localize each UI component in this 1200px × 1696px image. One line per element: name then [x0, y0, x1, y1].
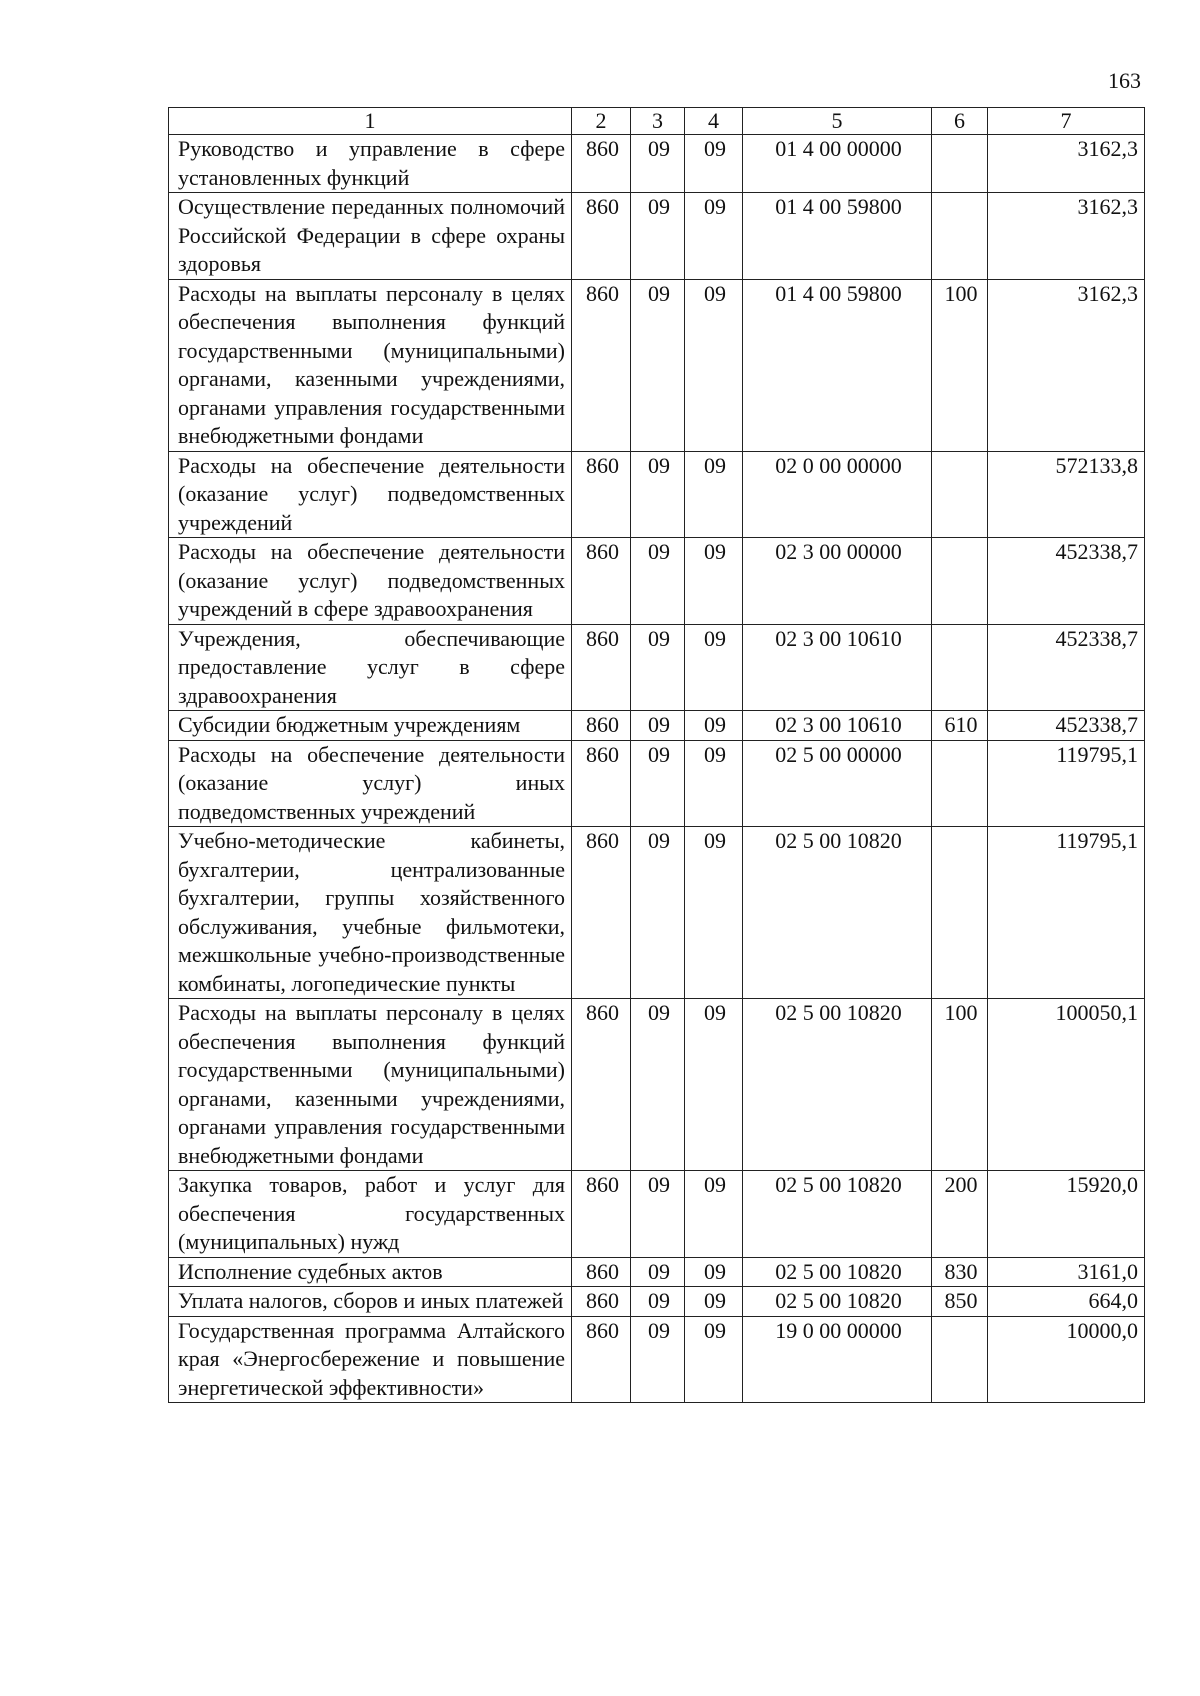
row-subsection-code: 09 — [685, 827, 743, 999]
row-ministry-code: 860 — [572, 135, 631, 193]
row-target-code: 02 3 00 00000 — [743, 538, 932, 625]
row-subsection-code: 09 — [685, 193, 743, 280]
row-ministry-code: 860 — [572, 1171, 631, 1258]
row-subsection-code: 09 — [685, 999, 743, 1171]
table-row — [169, 999, 1145, 1171]
row-amount: 100050,1 — [988, 999, 1145, 1171]
row-name: Расходы на выплаты персоналу в целях обеспечения выполнения функций государственными (муниципальными) органами, казенными учреждениями, органами управления государственными внебюджетными фондами — [169, 999, 572, 1171]
row-ministry-code: 860 — [572, 451, 631, 538]
row-target-code: 02 5 00 10820 — [743, 999, 932, 1171]
row-target-code: 02 3 00 10610 — [743, 624, 932, 711]
row-name: Закупка товаров, работ и услуг для обеспечения государственных (муниципальных) нужд — [169, 1171, 572, 1258]
row-ministry-code: 860 — [572, 1257, 631, 1287]
row-section-code: 09 — [631, 451, 685, 538]
row-section-code: 09 — [631, 711, 685, 741]
table-row — [169, 624, 1145, 711]
row-amount: 119795,1 — [988, 740, 1145, 827]
row-expense-type — [932, 624, 988, 711]
row-amount: 3162,3 — [988, 135, 1145, 193]
row-amount: 3161,0 — [988, 1257, 1145, 1287]
row-target-code: 02 5 00 10820 — [743, 1171, 932, 1258]
row-ministry-code: 860 — [572, 1316, 631, 1403]
row-target-code: 02 5 00 10820 — [743, 1287, 932, 1317]
row-section-code: 09 — [631, 1316, 685, 1403]
row-name: Руководство и управление в сфере установленных функций — [169, 135, 572, 193]
row-subsection-code: 09 — [685, 624, 743, 711]
row-ministry-code: 860 — [572, 1287, 631, 1317]
row-section-code: 09 — [631, 740, 685, 827]
row-expense-type — [932, 827, 988, 999]
row-section-code: 09 — [631, 1287, 685, 1317]
row-subsection-code: 09 — [685, 1171, 743, 1258]
table-row — [169, 740, 1145, 827]
row-name: Уплата налогов, сборов и иных платежей — [169, 1287, 572, 1317]
row-expense-type: 830 — [932, 1257, 988, 1287]
row-name: Расходы на обеспечение деятельности (оказание услуг) подведомственных учреждений — [169, 451, 572, 538]
row-section-code: 09 — [631, 193, 685, 280]
table-header-row — [169, 108, 1145, 135]
row-ministry-code: 860 — [572, 711, 631, 741]
row-subsection-code: 09 — [685, 1316, 743, 1403]
budget-table — [168, 107, 1145, 1403]
row-amount: 452338,7 — [988, 624, 1145, 711]
row-name: Расходы на обеспечение деятельности (оказание услуг) иных подведомственных учреждений — [169, 740, 572, 827]
row-name: Учреждения, обеспечивающие предоставление услуг в сфере здравоохранения — [169, 624, 572, 711]
row-amount: 664,0 — [988, 1287, 1145, 1317]
row-expense-type: 100 — [932, 999, 988, 1171]
row-subsection-code: 09 — [685, 1257, 743, 1287]
row-amount: 119795,1 — [988, 827, 1145, 999]
row-name: Исполнение судебных актов — [169, 1257, 572, 1287]
table-row — [169, 1287, 1145, 1317]
row-section-code: 09 — [631, 1257, 685, 1287]
row-subsection-code: 09 — [685, 538, 743, 625]
table-row — [169, 279, 1145, 451]
table-row — [169, 451, 1145, 538]
row-name: Расходы на обеспечение деятельности (оказание услуг) подведомственных учреждений в сфере здравоохранения — [169, 538, 572, 625]
row-subsection-code: 09 — [685, 451, 743, 538]
column-header: 3 — [631, 108, 685, 135]
row-expense-type: 200 — [932, 1171, 988, 1258]
row-amount: 3162,3 — [988, 279, 1145, 451]
row-amount: 452338,7 — [988, 711, 1145, 741]
table-row — [169, 1257, 1145, 1287]
row-expense-type: 850 — [932, 1287, 988, 1317]
row-expense-type — [932, 740, 988, 827]
row-ministry-code: 860 — [572, 624, 631, 711]
row-ministry-code: 860 — [572, 279, 631, 451]
row-target-code: 02 5 00 10820 — [743, 1257, 932, 1287]
row-target-code: 02 0 00 00000 — [743, 451, 932, 538]
table-body — [169, 135, 1145, 1403]
row-name: Расходы на выплаты персоналу в целях обеспечения выполнения функций государственными (муниципальными) органами, казенными учреждениями, органами управления государственными внебюджетными фондами — [169, 279, 572, 451]
row-amount: 15920,0 — [988, 1171, 1145, 1258]
row-target-code: 01 4 00 00000 — [743, 135, 932, 193]
row-target-code: 19 0 00 00000 — [743, 1316, 932, 1403]
row-section-code: 09 — [631, 538, 685, 625]
column-header: 6 — [932, 108, 988, 135]
row-ministry-code: 860 — [572, 999, 631, 1171]
page-number: 163 — [1108, 68, 1141, 93]
table-row — [169, 1316, 1145, 1403]
row-subsection-code: 09 — [685, 1287, 743, 1317]
table-row — [169, 135, 1145, 193]
row-name: Субсидии бюджетным учреждениям — [169, 711, 572, 741]
table-row — [169, 538, 1145, 625]
row-target-code: 02 5 00 10820 — [743, 827, 932, 999]
row-section-code: 09 — [631, 827, 685, 999]
table-row — [169, 711, 1145, 741]
row-section-code: 09 — [631, 279, 685, 451]
row-section-code: 09 — [631, 999, 685, 1171]
row-ministry-code: 860 — [572, 827, 631, 999]
row-target-code: 02 5 00 00000 — [743, 740, 932, 827]
row-amount: 452338,7 — [988, 538, 1145, 625]
row-ministry-code: 860 — [572, 740, 631, 827]
row-section-code: 09 — [631, 135, 685, 193]
row-subsection-code: 09 — [685, 711, 743, 741]
table-row — [169, 1171, 1145, 1258]
table-row — [169, 827, 1145, 999]
row-name: Учебно-методические кабинеты, бухгалтерии, централизованные бухгалтерии, группы хозяйственного обслуживания, учебные фильмотеки, межшкольные учебно-производственные комбинаты, логопедические пункты — [169, 827, 572, 999]
row-expense-type: 610 — [932, 711, 988, 741]
column-header: 5 — [743, 108, 932, 135]
row-expense-type — [932, 1316, 988, 1403]
row-expense-type — [932, 451, 988, 538]
row-expense-type — [932, 135, 988, 193]
row-name: Осуществление переданных полномочий Российской Федерации в сфере охраны здоровья — [169, 193, 572, 280]
column-header: 1 — [169, 108, 572, 135]
row-subsection-code: 09 — [685, 740, 743, 827]
row-expense-type — [932, 193, 988, 280]
column-header: 2 — [572, 108, 631, 135]
row-target-code: 01 4 00 59800 — [743, 279, 932, 451]
row-section-code: 09 — [631, 1171, 685, 1258]
row-target-code: 01 4 00 59800 — [743, 193, 932, 280]
column-header: 7 — [988, 108, 1145, 135]
row-expense-type — [932, 538, 988, 625]
row-section-code: 09 — [631, 624, 685, 711]
row-ministry-code: 860 — [572, 538, 631, 625]
row-subsection-code: 09 — [685, 135, 743, 193]
row-amount: 572133,8 — [988, 451, 1145, 538]
row-name: Государственная программа Алтайского края «Энергосбережение и повышение энергетической эффективности» — [169, 1316, 572, 1403]
row-expense-type: 100 — [932, 279, 988, 451]
row-amount: 3162,3 — [988, 193, 1145, 280]
table-row — [169, 193, 1145, 280]
column-header: 4 — [685, 108, 743, 135]
row-target-code: 02 3 00 10610 — [743, 711, 932, 741]
row-subsection-code: 09 — [685, 279, 743, 451]
row-amount: 10000,0 — [988, 1316, 1145, 1403]
row-ministry-code: 860 — [572, 193, 631, 280]
